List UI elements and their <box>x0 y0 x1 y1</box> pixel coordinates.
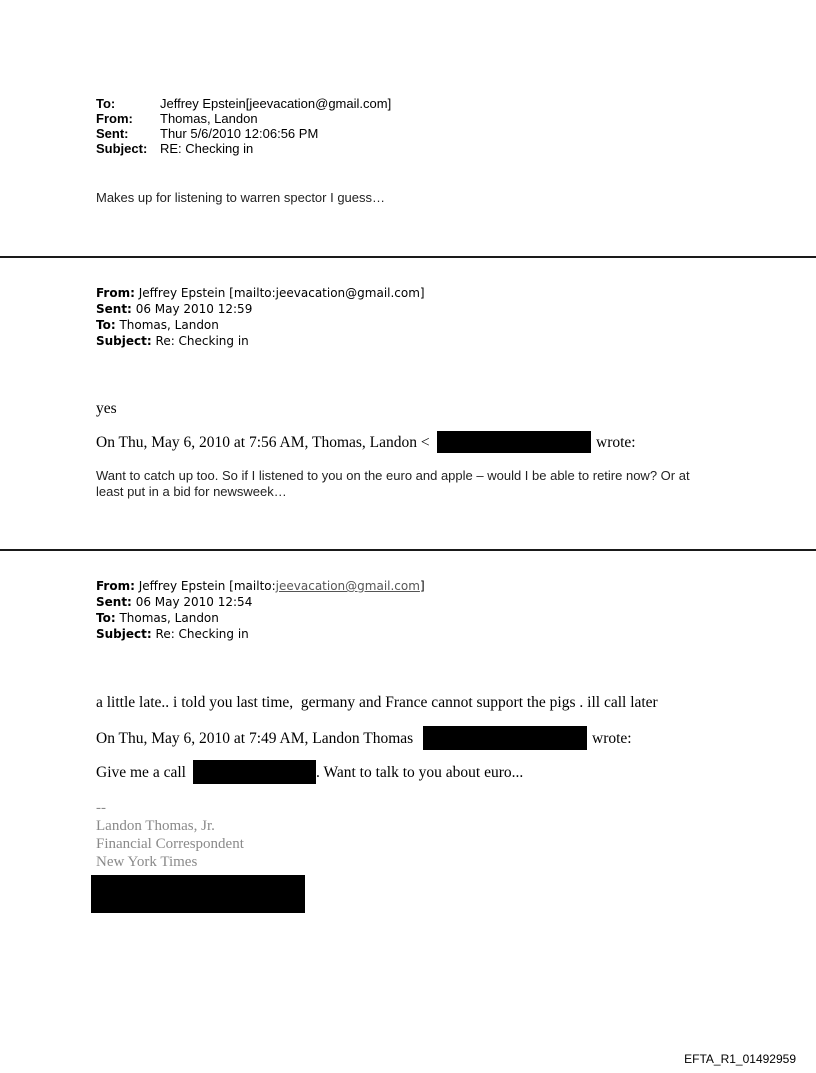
sent-value: 06 May 2010 12:59 <box>135 302 253 316</box>
redaction-box <box>193 760 316 784</box>
email3-call-prefix: Give me a call <box>96 764 186 781</box>
email1-header <box>96 97 696 157</box>
email3-call-suffix: . Want to talk to you about euro... <box>316 764 524 781</box>
from-label: From: <box>96 579 135 593</box>
subject-value: Re: Checking in <box>155 334 249 348</box>
from-label: From: <box>96 111 133 126</box>
email-link[interactable]: jeevacation@gmail.com <box>275 579 420 593</box>
from-label: From: <box>96 286 135 300</box>
redaction-box <box>437 431 591 453</box>
to-value: Thomas, Landon <box>119 318 219 332</box>
signature <box>96 799 244 871</box>
from-value: Thomas, Landon <box>160 111 258 126</box>
quoted-line: Want to catch up too. So if I listened to you on the euro and apple – would I be able to retire now? Or at <box>96 468 690 483</box>
email3-body: a little late.. i told you last time, germany and France cannot support the pigs . ill call later <box>96 694 658 711</box>
sent-value: 06 May 2010 12:54 <box>135 595 253 609</box>
signature-title: Financial Correspondent <box>96 836 244 852</box>
sent-label: Sent: <box>96 302 132 316</box>
subject-value: Re: Checking in <box>155 627 249 641</box>
signature-org: New York Times <box>96 854 198 870</box>
subject-label: Subject: <box>96 334 152 348</box>
email2-header <box>96 285 746 349</box>
redaction-box <box>91 875 305 913</box>
divider <box>0 549 816 551</box>
redaction-box <box>423 726 587 750</box>
document-id: EFTA_R1_01492959 <box>684 1052 796 1066</box>
to-value: Thomas, Landon <box>119 611 219 625</box>
divider <box>0 256 816 258</box>
to-value: Jeffrey Epstein[jeevacation@gmail.com] <box>160 96 392 111</box>
subject-label: Subject: <box>96 627 152 641</box>
quoted-line: least put in a bid for newsweek… <box>96 484 287 499</box>
from-suffix: ] <box>419 579 425 593</box>
from-value: Jeffrey Epstein [mailto:jeevacation@gmail.com] <box>138 286 425 300</box>
from-prefix: Jeffrey Epstein [mailto: <box>138 579 276 593</box>
subject-label: Subject: <box>96 141 148 156</box>
signature-dash: -- <box>96 800 106 816</box>
sent-label: Sent: <box>96 126 129 141</box>
to-label: To: <box>96 318 116 332</box>
email3-header <box>96 578 746 642</box>
to-label: To: <box>96 611 116 625</box>
email2-quote-wrote: wrote: <box>596 434 636 451</box>
email2-quoted-text <box>96 468 756 500</box>
signature-name: Landon Thomas, Jr. <box>96 818 215 834</box>
email2-body: yes <box>96 400 117 417</box>
to-label: To: <box>96 96 116 111</box>
email3-quote-intro: On Thu, May 6, 2010 at 7:49 AM, Landon Thomas <box>96 730 414 747</box>
sent-value: Thur 5/6/2010 12:06:56 PM <box>160 126 319 141</box>
email3-quote-wrote: wrote: <box>592 730 632 747</box>
sent-label: Sent: <box>96 595 132 609</box>
email1-body: Makes up for listening to warren spector I guess… <box>96 190 386 205</box>
subject-value: RE: Checking in <box>160 141 254 156</box>
email2-quote-intro: On Thu, May 6, 2010 at 7:56 AM, Thomas, Landon < <box>96 434 430 451</box>
